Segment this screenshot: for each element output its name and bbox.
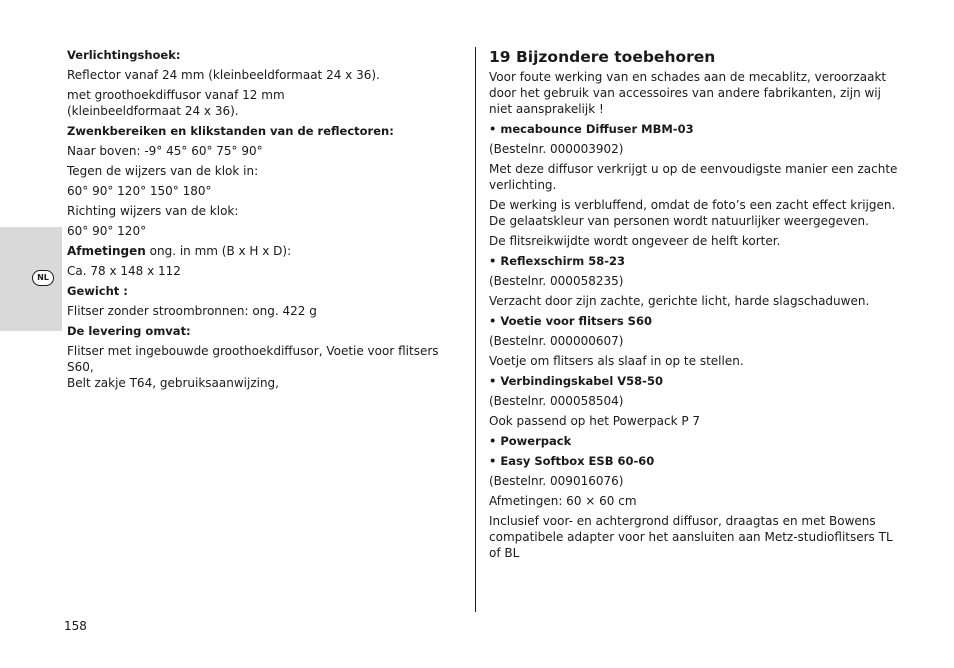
body-text: Naar boven: -9° 45° 60° 75° 90°	[67, 144, 263, 158]
column-divider	[475, 47, 476, 612]
body-text: Reflector vanaf 24 mm (kleinbeeldformaat 24 x 36).	[67, 68, 380, 82]
spec-heading: • Powerpack	[489, 434, 572, 448]
spec-heading: Zwenkbereiken en klikstanden van de reflectoren:	[67, 124, 394, 138]
spec-heading: • Reflexschirm 58-23	[489, 254, 625, 268]
body-text: (Bestelnr. 000058235)	[489, 274, 624, 288]
body-text: De werking is verbluffend, omdat de foto’s een zacht effect krijgen. De gelaatskleur van personen wordt natuurlijker weergegeven.	[489, 198, 896, 228]
body-text: (Bestelnr. 000003902)	[489, 142, 624, 156]
section-title: 19 Bijzondere toebehoren	[489, 48, 716, 66]
body-text: Voetje om flitsers als slaaf in op te stellen.	[489, 354, 744, 368]
spec-line	[67, 243, 467, 259]
right-column	[489, 47, 899, 565]
spec-heading: • mecabounce Diffuser MBM-03	[489, 122, 694, 136]
spec-heading: • Voetie voor flitsers S60	[489, 314, 652, 328]
spec-heading: Gewicht :	[67, 284, 128, 298]
body-text: Richting wijzers van de klok:	[67, 204, 239, 218]
body-text: Met deze diffusor verkrijgt u op de eenvoudigste manier een zachte verlichting.	[489, 162, 898, 192]
left-column	[67, 47, 467, 395]
spec-heading: • Verbindingskabel V58-50	[489, 374, 663, 388]
spec-heading: • Easy Softbox ESB 60-60	[489, 454, 655, 468]
body-text: De flitsreikwijdte wordt ongeveer de helft korter.	[489, 234, 781, 248]
body-text: (Bestelnr. 000000607)	[489, 334, 624, 348]
body-text: Voor foute werking van en schades aan de mecablitz, veroorzaakt door het gebruik van accessoires van andere fabrikanten, zijn wij niet aansprakelijk !	[489, 70, 887, 116]
spec-heading: Verlichtingshoek:	[67, 48, 181, 62]
language-badge: NL	[32, 270, 54, 286]
spec-value: ong. in mm (B x H x D):	[145, 244, 292, 258]
body-text: 60° 90° 120°	[67, 224, 147, 238]
page-number: 158	[64, 619, 87, 633]
body-text: (Bestelnr. 009016076)	[489, 474, 624, 488]
body-text: 60° 90° 120° 150° 180°	[67, 184, 212, 198]
body-text: met groothoekdiffusor vanaf 12 mm (kleinbeeldformaat 24 x 36).	[67, 88, 285, 118]
body-text: (Bestelnr. 000058504)	[489, 394, 624, 408]
body-text: Verzacht door zijn zachte, gerichte licht, harde slagschaduwen.	[489, 294, 870, 308]
body-text: Afmetingen: 60 × 60 cm	[489, 494, 637, 508]
spec-heading: De levering omvat:	[67, 324, 191, 338]
body-text: Ca. 78 x 148 x 112	[67, 264, 181, 278]
body-text: Flitser zonder stroombronnen: ong. 422 g	[67, 304, 317, 318]
body-text: Tegen de wijzers van de klok in:	[67, 164, 259, 178]
body-text: Ook passend op het Powerpack P 7	[489, 414, 701, 428]
spec-label: Afmetingen	[67, 244, 146, 258]
body-text: Inclusief voor- en achtergrond diffusor, draagtas en met Bowens compatibele adapter voor het aansluiten aan Metz-studioflitsers TL of BL	[489, 514, 893, 560]
accessory-list	[489, 69, 899, 561]
body-text: Flitser met ingebouwde groothoekdiffusor, Voetie voor flitsers S60, Belt zakje T64, gebruiksaanwijzing,	[67, 344, 439, 390]
